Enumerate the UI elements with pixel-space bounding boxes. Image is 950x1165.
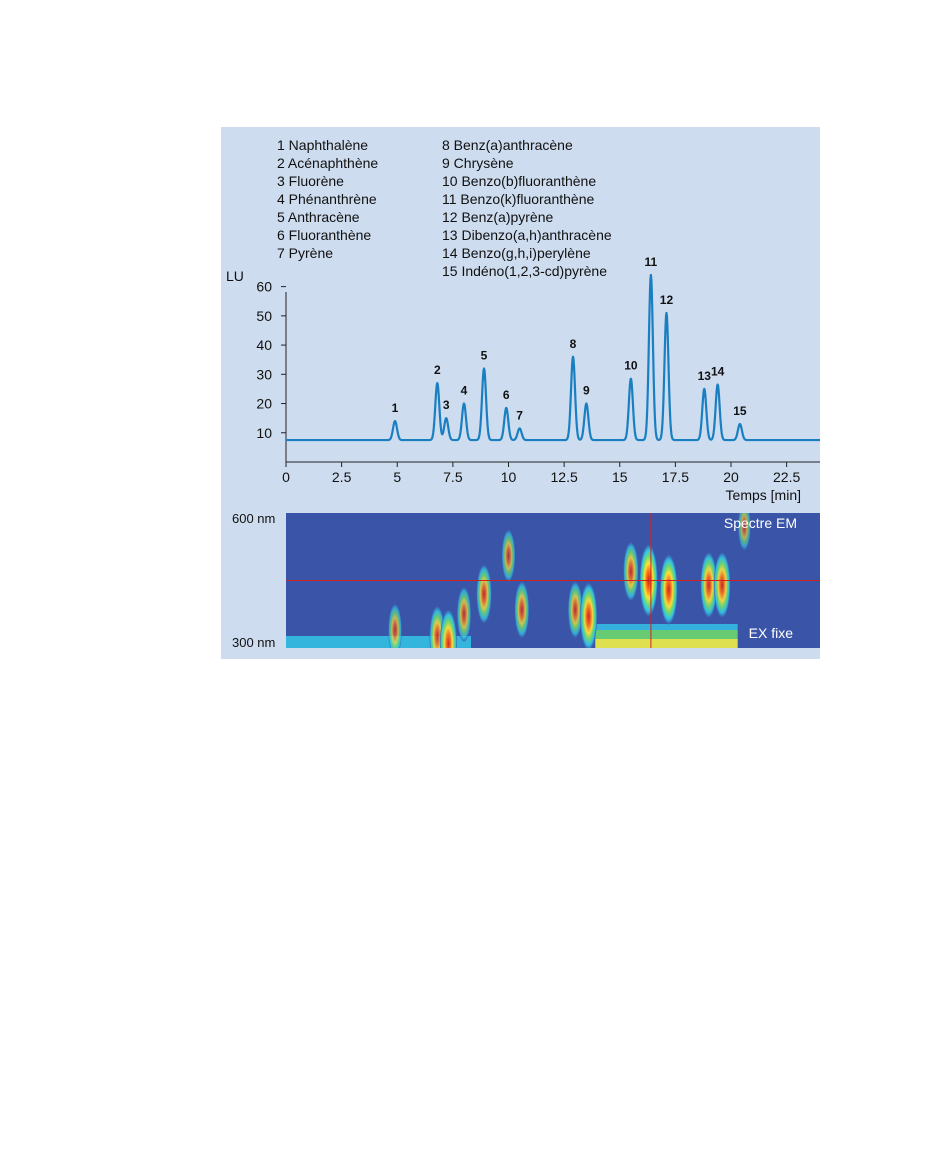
legend-entry: 8 Benz(a)anthracène (442, 137, 573, 153)
peak-label: 13 (697, 368, 711, 383)
heatmap-spot (714, 552, 731, 617)
legend-entry: 4 Phénanthrène (277, 191, 377, 207)
y-tick-label: 40 (256, 337, 272, 354)
legend-entry: 14 Benzo(g,h,i)perylène (442, 245, 591, 261)
y-tick-label: 20 (256, 395, 272, 412)
heatmap-y-label-top: 600 nm (232, 511, 276, 526)
x-tick-label: 22.5 (773, 469, 801, 485)
heatmap-spot (623, 542, 638, 601)
peak-label: 9 (583, 383, 590, 398)
peak-label: 14 (710, 364, 725, 379)
x-axis-title: Temps [min] (725, 487, 801, 503)
x-tick-label: 15 (611, 469, 628, 485)
peak-label: 7 (516, 408, 523, 423)
x-tick-label: 7.5 (443, 469, 463, 485)
peak-label: 10 (624, 358, 638, 373)
x-tick-label: 2.5 (331, 469, 352, 485)
peak-label: 11 (644, 254, 658, 269)
x-tick-label: 17.5 (661, 469, 689, 485)
peak-label: 2 (433, 363, 441, 378)
legend-entry: 9 Chrysène (442, 155, 514, 171)
legend-entry: 7 Pyrène (277, 245, 334, 261)
legend-entry: 3 Fluorène (277, 173, 344, 189)
y-axis-title: LU (226, 268, 244, 284)
x-tick-label: 5 (393, 469, 402, 485)
x-tick-label: 10 (500, 469, 517, 485)
ex-fixe-label: EX fixe (748, 625, 793, 641)
legend-entry: 12 Benz(a)pyrène (442, 209, 554, 225)
heatmap-spot (580, 583, 597, 651)
legend-entry: 15 Indéno(1,2,3-cd)pyrène (442, 263, 607, 279)
legend-entry: 5 Anthracène (277, 209, 360, 225)
spectre-em-label: Spectre EM (723, 515, 797, 531)
peak-label: 1 (391, 401, 399, 416)
chromatogram-plot (221, 127, 820, 659)
x-tick-label: 20 (723, 469, 739, 485)
legend-entry: 2 Acénaphthène (277, 155, 379, 171)
heatmap-band (595, 630, 737, 639)
y-tick-label: 60 (256, 278, 272, 295)
x-tick-label: 12.5 (550, 469, 578, 485)
legend-entry: 13 Dibenzo(a,h)anthracène (442, 227, 612, 243)
y-tick-label: 50 (256, 307, 272, 324)
peak-label: 15 (733, 404, 747, 418)
legend-entry: 6 Fluoranthène (277, 227, 372, 243)
heatmap-band (595, 639, 737, 648)
legend-entry: 11 Benzo(k)fluoranthène (442, 191, 595, 207)
peak-label: 4 (460, 383, 468, 398)
heatmap-spot (660, 555, 678, 625)
peak-label: 3 (442, 398, 450, 413)
legend-entry: 1 Naphthalène (277, 137, 369, 153)
heatmap-spot (515, 581, 530, 638)
legend-entry: 10 Benzo(b)fluoranthène (442, 173, 597, 189)
heatmap-spot (440, 610, 457, 678)
peak-label: 12 (659, 292, 674, 307)
heatmap-y-label-bottom: 300 nm (232, 635, 276, 650)
chromatogram-figure (221, 127, 820, 659)
heatmap-spot (477, 565, 492, 624)
heatmap-band (595, 624, 737, 630)
x-tick-label: 0 (282, 469, 290, 485)
heatmap-spot (457, 587, 471, 641)
heatmap-spot (388, 604, 402, 656)
y-tick-label: 30 (256, 366, 272, 383)
peak-label: 6 (502, 387, 510, 402)
y-tick-label: 10 (256, 424, 272, 441)
heatmap-spot (502, 530, 516, 582)
peak-label: 5 (480, 348, 488, 363)
peak-label: 8 (569, 336, 577, 351)
